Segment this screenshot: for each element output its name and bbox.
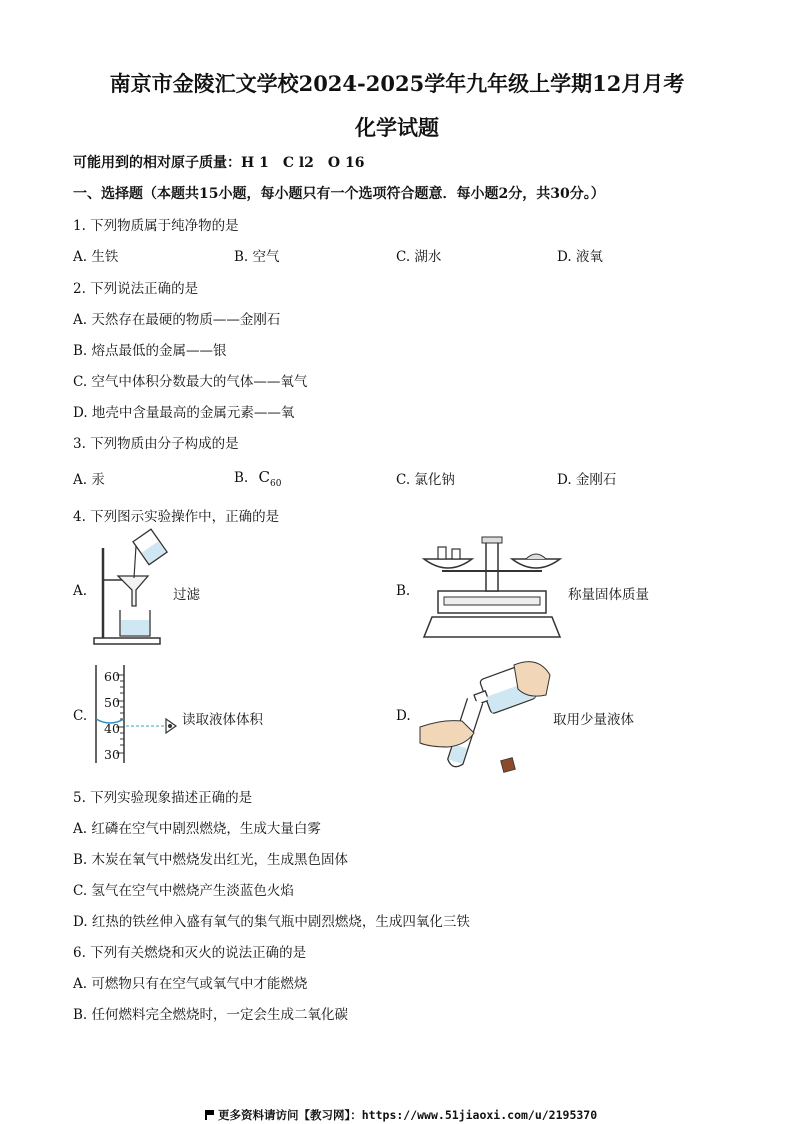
question-4-caption-a: 过滤 <box>173 587 200 603</box>
question-1-option-b: B. 空气 <box>234 249 280 265</box>
question-6-option-b: B. 任何燃料完全燃烧时，一定会生成二氧化碳 <box>73 1007 349 1023</box>
question-1-stem: 1. 下列物质属于纯净物的是 <box>73 218 239 234</box>
question-2-stem: 2. 下列说法正确的是 <box>73 281 199 297</box>
question-4-label-b: B. <box>396 583 411 599</box>
question-5-option-d: D. 红热的铁丝伸入盛有氧气的集气瓶中剧烈燃烧，生成四氧化三铁 <box>73 914 470 930</box>
page-title: 南京市金陵汇文学校2024-2025学年九年级上学期12月月考 <box>109 71 685 96</box>
balance-illustration <box>418 533 566 645</box>
section-heading: 一、选择题（本题共15小题，每小题只有一个选项符合题意．每小题2分，共30分。） <box>73 186 605 202</box>
question-3-option-a: A. 汞 <box>73 472 105 488</box>
question-1-option-a: A. 生铁 <box>73 249 119 265</box>
question-4-label-c: C. <box>73 708 88 724</box>
question-5-option-c: C. 氢气在空气中燃烧产生淡蓝色火焰 <box>73 883 294 899</box>
cylinder-tick-50: 50 <box>104 695 120 710</box>
question-2-option-a: A. 天然存在最硬的物质——金刚石 <box>73 312 281 328</box>
flag-icon <box>205 1110 214 1120</box>
question-2-option-d: D. 地壳中含量最高的金属元素——氧 <box>73 405 295 421</box>
question-3-option-c: C. 氯化钠 <box>396 472 455 488</box>
question-3-option-d: D. 金刚石 <box>557 472 617 488</box>
question-5-option-a: A. 红磷在空气中剧烈燃烧，生成大量白雾 <box>73 821 321 837</box>
atomic-masses-note: 可能用到的相对原子质量：H 1 C l2 O 16 <box>73 155 365 171</box>
question-2-option-c: C. 空气中体积分数最大的气体——氧气 <box>73 374 308 390</box>
question-1-option-c: C. 湖水 <box>396 249 442 265</box>
cylinder-tick-60: 60 <box>104 669 120 684</box>
option-b-label: B. <box>234 470 249 486</box>
pouring-liquid-illustration <box>418 655 552 777</box>
question-4-caption-c: 读取液体体积 <box>182 712 263 728</box>
question-4-caption-d: 取用少量液体 <box>553 712 634 728</box>
question-4-caption-b: 称量固体质量 <box>568 587 649 603</box>
question-5-stem: 5. 下列实验现象描述正确的是 <box>73 790 253 806</box>
page-subtitle: 化学试题 <box>355 115 439 140</box>
cylinder-tick-40: 40 <box>104 721 120 736</box>
question-6-option-a: A. 可燃物只有在空气或氧气中才能燃烧 <box>73 976 308 992</box>
question-1-option-d: D. 液氧 <box>557 249 603 265</box>
c60-formula: C <box>258 468 270 486</box>
cylinder-tick-30: 30 <box>104 747 120 762</box>
question-4-label-d: D. <box>396 708 411 724</box>
question-2-option-b: B. 熔点最低的金属——银 <box>73 343 227 359</box>
footer-text: 更多资料请访问【教习网】：https://www.51jiaoxi.com/u/2195370 <box>218 1108 598 1122</box>
footer-link[interactable] <box>205 1107 597 1123</box>
question-4-label-a: A. <box>73 583 88 599</box>
question-6-stem: 6. 下列有关燃烧和灭火的说法正确的是 <box>73 945 307 961</box>
question-3-stem: 3. 下列物质由分子构成的是 <box>73 436 239 452</box>
filtration-illustration <box>90 528 180 650</box>
question-3-option-b <box>234 468 281 489</box>
question-4-stem: 4. 下列图示实验操作中，正确的是 <box>73 509 280 525</box>
c60-subscript: 60 <box>270 479 282 489</box>
question-5-option-b: B. 木炭在氧气中燃烧发出红光，生成黑色固体 <box>73 852 349 868</box>
